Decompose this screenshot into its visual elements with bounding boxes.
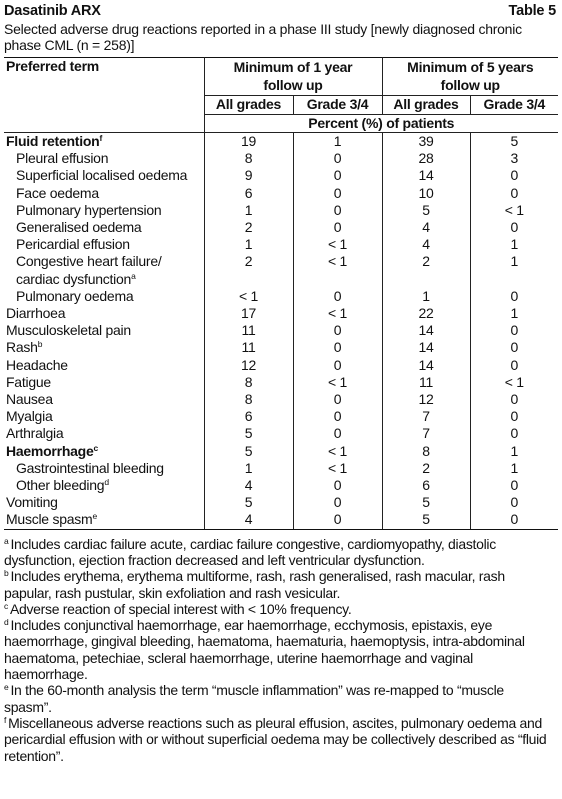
value-1y-all-grades: 12	[204, 357, 293, 374]
table-row	[4, 253, 558, 287]
preferred-term-cell	[4, 391, 204, 408]
value-1y-all-grades: 17	[204, 305, 293, 322]
value-1y-grade-3-4: 0	[293, 322, 382, 339]
table-row	[4, 494, 558, 511]
value-1y-grade-3-4: < 1	[293, 460, 382, 477]
value-5y-all-grades: 11	[382, 374, 470, 391]
value-1y-all-grades: 6	[204, 408, 293, 425]
table-row	[4, 167, 558, 184]
footnote-marker: b	[37, 339, 43, 350]
table-row	[4, 236, 558, 253]
value-5y-grade-3-4: 1	[510, 459, 519, 476]
table-row	[4, 460, 558, 477]
value-1y-all-grades: 8	[204, 374, 293, 391]
value-5y-all-grades: 6	[382, 477, 470, 494]
table-row	[4, 357, 558, 374]
value-1y-all-grades: 2	[204, 219, 293, 236]
footnote-b	[4, 568, 552, 601]
value-5y-all-grades: 5	[382, 202, 470, 219]
footnote-mark: b	[4, 568, 9, 579]
value-5y-all-grades: 14	[382, 322, 470, 339]
footnote-marker: a	[131, 270, 136, 281]
preferred-term-cell	[4, 322, 204, 339]
value-5y-grade-3-4: 1	[510, 236, 519, 253]
value-1y-grade-3-4: 0	[293, 357, 382, 374]
value-5y-all-grades: 8	[382, 443, 470, 460]
value-1y-all-grades: 11	[204, 339, 293, 356]
footnote-f	[4, 715, 552, 764]
value-1y-grade-3-4: 0	[293, 494, 382, 511]
value-1y-all-grades: 11	[204, 322, 293, 339]
value-1y-grade-3-4: 0	[293, 477, 382, 494]
value-1y-all-grades: 5	[204, 494, 293, 511]
value-1y-all-grades: 9	[204, 167, 293, 184]
footnote-mark: e	[4, 682, 9, 693]
table-row	[4, 511, 558, 529]
value-1y-grade-3-4: 0	[293, 185, 382, 202]
value-1y-grade-3-4: < 1	[293, 374, 382, 391]
value-5y-all-grades: 14	[382, 167, 470, 184]
value-5y-grade-3-4: 1	[510, 305, 519, 322]
preferred-term-cell	[4, 374, 204, 391]
value-1y-grade-3-4: 0	[293, 391, 382, 408]
value-1y-grade-3-4: 0	[293, 425, 382, 442]
preferred-term-cell	[4, 460, 204, 477]
value-5y-grade-3-4: 0	[510, 219, 519, 236]
value-1y-grade-3-4: < 1	[293, 443, 382, 460]
term-text: Gastrointestinal bleeding	[16, 459, 164, 476]
value-5y-all-grades: 1	[382, 288, 470, 305]
preferred-term-cell	[4, 133, 204, 151]
value-5y-all-grades: 4	[382, 219, 470, 236]
value-1y-grade-3-4: 0	[293, 219, 382, 236]
term-text: Pericardial effusion	[16, 236, 130, 253]
term-text: Congestive heart failure/	[16, 253, 162, 270]
preferred-term-cell	[4, 150, 204, 167]
value-5y-grade-3-4: 0	[510, 339, 519, 356]
value-1y-grade-3-4: 0	[293, 150, 382, 167]
footnote-mark: a	[4, 535, 9, 546]
term-text: Headache	[6, 356, 68, 373]
value-1y-grade-3-4: < 1	[293, 236, 382, 253]
value-5y-all-grades: 7	[382, 408, 470, 425]
value-1y-all-grades: 2	[204, 253, 293, 287]
term-text: Other bleeding	[16, 477, 105, 494]
table-row	[4, 374, 558, 391]
value-1y-grade-3-4: 1	[293, 133, 382, 151]
table-row	[4, 443, 558, 460]
term-text: Face oedema	[16, 184, 99, 201]
preferred-term-cell	[4, 202, 204, 219]
value-5y-all-grades: 5	[382, 511, 470, 529]
preferred-term-cell	[4, 357, 204, 374]
value-5y-grade-3-4: < 1	[504, 201, 524, 218]
value-1y-grade-3-4: 0	[293, 511, 382, 529]
table-row	[4, 202, 558, 219]
value-1y-grade-3-4: 0	[293, 167, 382, 184]
value-1y-all-grades: 4	[204, 511, 293, 529]
value-5y-grade-3-4: 0	[510, 425, 519, 442]
value-5y-grade-3-4: 0	[510, 167, 519, 184]
term-text: Muscle spasm	[6, 511, 93, 528]
footnote-text: Includes cardiac failure acute, cardiac failure congestive, cardiomyopathy, diastolic dysfunction, ejection fraction decreased and left ventricular dysfunction.	[4, 535, 496, 568]
table-row	[4, 339, 558, 356]
col-1y-grade-3-4: Grade 3/4	[293, 96, 382, 115]
table-row	[4, 408, 558, 425]
value-5y-grade-3-4: 1	[510, 253, 519, 270]
table-row	[4, 391, 558, 408]
value-1y-all-grades: 8	[204, 150, 293, 167]
preferred-term-cell	[4, 477, 204, 494]
value-5y-grade-3-4: 0	[470, 511, 558, 529]
value-5y-grade-3-4: 0	[510, 408, 519, 425]
preferred-term-cell	[4, 494, 204, 511]
table-header	[4, 3, 558, 20]
value-5y-grade-3-4: 0	[510, 322, 519, 339]
table-caption: Selected adverse drug reactions reported in a phase III study [newly diagnosed chronic phase CML (n = 258)]	[4, 21, 522, 53]
value-1y-all-grades: 5	[204, 443, 293, 460]
footnote-e	[4, 682, 552, 715]
value-1y-all-grades: 1	[204, 202, 293, 219]
preferred-term-cell	[4, 425, 204, 442]
term-text: Fatigue	[6, 373, 51, 390]
term-text: Diarrhoea	[6, 305, 66, 322]
group-1-year: Minimum of 1 year follow up	[204, 58, 382, 96]
value-5y-grade-3-4: 0	[510, 184, 519, 201]
value-5y-all-grades: 28	[382, 150, 470, 167]
preferred-term-cell	[4, 219, 204, 236]
value-5y-grade-3-4: < 1	[504, 373, 524, 390]
table-row	[4, 219, 558, 236]
value-1y-grade-3-4: < 1	[293, 305, 382, 322]
value-5y-all-grades: 22	[382, 305, 470, 322]
term-text: Fluid retention	[6, 133, 100, 149]
value-1y-all-grades: 5	[204, 425, 293, 442]
term-text-continued: cardiac dysfunction	[16, 270, 132, 287]
value-5y-all-grades: 2	[382, 460, 470, 477]
value-1y-grade-3-4: 0	[293, 202, 382, 219]
preferred-term-cell	[4, 167, 204, 184]
term-text: Arthralgia	[6, 425, 64, 442]
footnote-text: Miscellaneous adverse reactions such as pleural effusion, ascites, pulmonary oedema and pericardial effusion with or without superficial oedema may be collectively described as “fluid retention”.	[4, 714, 547, 764]
value-1y-all-grades: < 1	[204, 288, 293, 305]
preferred-term-cell	[4, 253, 204, 287]
term-text: Superficial localised oedema	[16, 167, 188, 184]
footnote-c	[4, 601, 552, 617]
value-1y-all-grades: 4	[204, 477, 293, 494]
value-5y-grade-3-4: 0	[510, 356, 519, 373]
table-row	[4, 150, 558, 167]
value-5y-all-grades: 5	[382, 494, 470, 511]
value-5y-all-grades: 10	[382, 185, 470, 202]
footnote-marker: c	[93, 442, 98, 453]
table-row	[4, 425, 558, 442]
table-row	[4, 133, 558, 151]
footnote-mark: c	[4, 600, 8, 611]
footnote-text: Includes erythema, erythema multiforme, rash, rash generalised, rash macular, rash papular, rash pustular, skin exfoliation and rash vesicular.	[4, 568, 505, 601]
footnote-text: In the 60-month analysis the term “muscle inflammation” was re-mapped to “muscle spasm”.	[4, 682, 504, 715]
term-text: Musculoskeletal pain	[6, 322, 131, 339]
footnote-marker: f	[99, 133, 103, 143]
group-5-years: Minimum of 5 years follow up	[382, 58, 558, 96]
col-1y-all-grades: All grades	[204, 96, 293, 115]
term-text: Pulmonary hypertension	[16, 201, 162, 218]
term-text: Myalgia	[6, 408, 53, 425]
term-text: Generalised oedema	[16, 219, 142, 236]
term-text: Haemorrhage	[6, 442, 94, 459]
footnote-text: Includes conjunctival haemorrhage, ear haemorrhage, ecchymosis, epistaxis, eye haemorrhage, gingival bleeding, haematoma, haematuria, haemoptysis, intra-abdominal haematoma, petechiae, scleral haemorrhage, uterine haemorrhage and vaginal haemorrhage.	[4, 617, 525, 683]
drug-title: Dasatinib ARX	[4, 3, 101, 19]
preferred-term-cell	[4, 443, 204, 460]
table-body	[4, 133, 558, 530]
value-5y-grade-3-4: 3	[510, 150, 519, 167]
table-number: Table 5	[508, 3, 556, 19]
value-1y-all-grades: 1	[204, 236, 293, 253]
table-row	[4, 322, 558, 339]
value-5y-all-grades: 4	[382, 236, 470, 253]
value-1y-grade-3-4: 0	[293, 288, 382, 305]
preferred-term-cell	[4, 408, 204, 425]
preferred-term-cell	[4, 236, 204, 253]
term-text: Rash	[6, 339, 38, 356]
value-5y-all-grades: 39	[382, 133, 470, 151]
term-text: Nausea	[6, 391, 53, 408]
term-text: Vomiting	[6, 494, 58, 511]
term-text: Pulmonary oedema	[16, 287, 134, 304]
footnote-marker: e	[92, 511, 97, 522]
value-5y-all-grades: 14	[382, 339, 470, 356]
value-5y-all-grades: 12	[382, 391, 470, 408]
value-1y-all-grades: 8	[204, 391, 293, 408]
footnote-mark: d	[4, 617, 9, 628]
table-row	[4, 185, 558, 202]
footnote-d	[4, 617, 552, 682]
value-1y-all-grades: 6	[204, 185, 293, 202]
value-5y-all-grades: 2	[382, 253, 470, 287]
footnote-a	[4, 536, 552, 569]
value-1y-all-grades: 19	[204, 133, 293, 151]
table-row	[4, 305, 558, 322]
table-row	[4, 477, 558, 494]
value-1y-grade-3-4: 0	[293, 339, 382, 356]
preferred-term-cell	[4, 511, 204, 529]
preferred-term-cell	[4, 339, 204, 356]
footnotes	[4, 536, 558, 764]
table-row	[4, 288, 558, 305]
value-1y-grade-3-4: 0	[293, 408, 382, 425]
value-5y-all-grades: 7	[382, 425, 470, 442]
col-preferred-term: Preferred term	[4, 58, 204, 133]
value-5y-grade-3-4: 0	[510, 494, 519, 511]
units-row: Percent (%) of patients	[204, 114, 558, 133]
value-5y-grade-3-4: 0	[510, 391, 519, 408]
preferred-term-cell	[4, 288, 204, 305]
adverse-reactions-table	[4, 57, 558, 530]
value-1y-grade-3-4: < 1	[293, 253, 382, 287]
value-5y-all-grades: 14	[382, 357, 470, 374]
footnote-marker: d	[104, 477, 109, 488]
value-5y-grade-3-4: 1	[510, 442, 519, 459]
footnote-text: Adverse reaction of special interest with < 10% frequency.	[9, 600, 352, 617]
col-5y-grade-3-4: Grade 3/4	[470, 96, 558, 115]
value-5y-grade-3-4: 5	[510, 133, 519, 149]
term-text: Pleural effusion	[16, 150, 109, 167]
value-5y-grade-3-4: 0	[510, 477, 519, 494]
col-5y-all-grades: All grades	[382, 96, 470, 115]
value-5y-grade-3-4: 0	[510, 287, 519, 304]
preferred-term-cell	[4, 305, 204, 322]
footnote-mark: f	[4, 714, 7, 725]
preferred-term-cell	[4, 185, 204, 202]
value-1y-all-grades: 1	[204, 460, 293, 477]
